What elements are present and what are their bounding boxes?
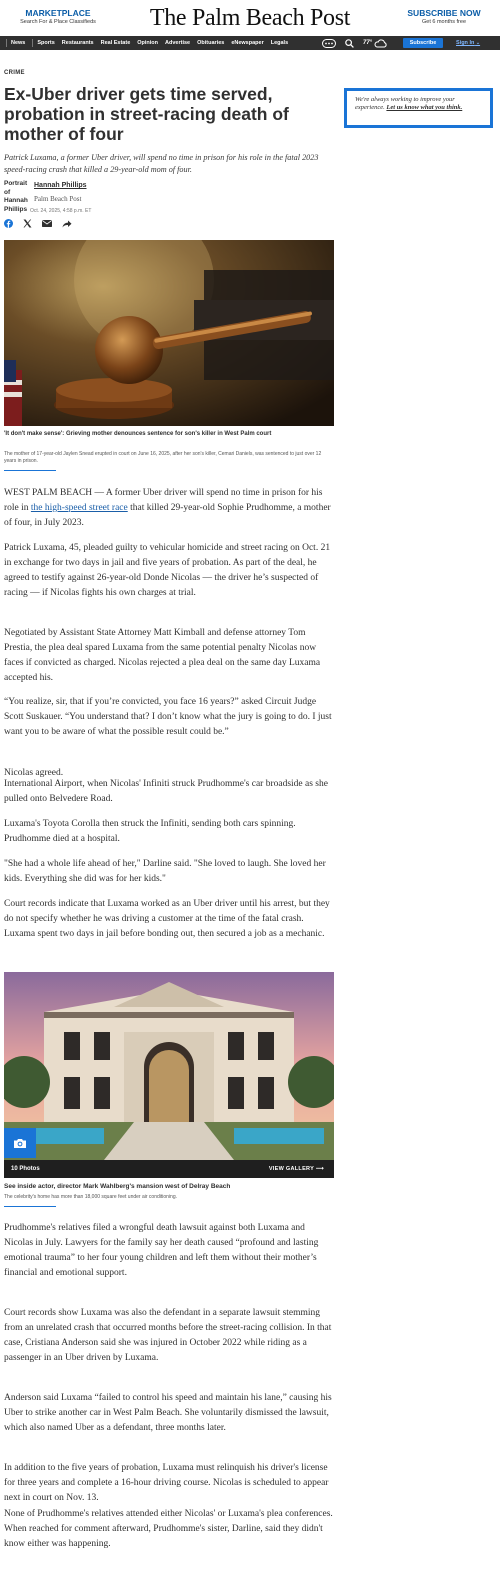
article-paragraph: "She had a whole life ahead of her," Darline said. "She loved to laugh. She loved her kids. Everything she did was for her kids." (4, 859, 326, 884)
paragraph-text: that killed 29-year-old Sophie Prudhomme, a mother of four, in July 2023. (4, 503, 331, 528)
article-paragraph: Prudhomme's relatives filed a wrongful death lawsuit against both Luxama and Nicolas in July. Lawyers for the family say her death caused “profound and lasting emotional trauma” to her four young children and left them without their mother’s financial and emotional support. (4, 1223, 319, 1278)
article-paragraph: Negotiated by Assistant State Attorney Matt Kimball and defense attorney Tom Prestia, the plea deal spared Luxama from the same potential penalty Nicolas now faces if convicted as charged. Nicolas rejected a plea deal on the same day Luxama accepted his. (4, 628, 321, 683)
view-gallery-label: VIEW GALLERY (268, 1166, 314, 1172)
gavel-image (4, 240, 334, 426)
article-paragraph: International Airport, when Nicolas' Infiniti struck Prudhomme's car broadside as she pulled onto Belvedere Road. (4, 779, 328, 804)
caption-divider (4, 470, 56, 471)
marketplace-subtitle: Search For & Place Classifieds (20, 18, 96, 25)
photo-gallery[interactable] (4, 972, 334, 1178)
author-photo-alt: Portrait of Hannah Phillips (4, 180, 28, 213)
paragraph-text: WEST PALM BEACH — A former Uber driver will spend no time in prison for his role in (4, 488, 323, 513)
article-paragraph: Luxama's Toyota Corolla then struck the Infiniti, sending both cars spinning. Prudhomme died at a hospital. (4, 819, 296, 844)
main-navigation (0, 36, 500, 50)
gallery-description: The celebrity's home has more than 18,000 square feet under air conditioning. (4, 1194, 178, 1200)
article-deck: Patrick Luxama, a former Uber driver, will spend no time in prison for his role in the fatal 2023 speed-racing crash that killed a 29-year-old mom of four. (4, 153, 319, 174)
related-video-title[interactable]: 'It don't make sense': Grieving mother denounces sentence for son's killer in West Palm court (4, 431, 272, 437)
article-paragraph: “You realize, sir, that if you’re convicted, you face 16 years?” asked Circuit Judge Scott Suskauer. “You understand that? I don’t know what the jury is going to do. I just want you to be aware of what the possible result could be.” (4, 697, 332, 737)
article-paragraph: Nicolas agreed. (4, 768, 64, 778)
gallery-bar (4, 1160, 334, 1178)
sign-in-link[interactable] (456, 36, 480, 50)
view-gallery-button[interactable] (269, 1160, 324, 1178)
chevron-down-icon: ⌄ (475, 40, 481, 46)
author-publication: Palm Beach Post (34, 195, 82, 203)
feedback-text (355, 96, 482, 112)
x-twitter-icon[interactable] (23, 219, 32, 228)
weather-temperature: 77° (363, 40, 373, 46)
article-category: CRIME (4, 70, 25, 76)
article-paragraph: Patrick Luxama, 45, pleaded guilty to vehicular homicide and street racing on Oct. 21 in exchange for two days in jail and five years of probation. As part of the deal, he agreed to testify against 26-year-old Donde Nicolas — the driver he’s suspected of racing — if Nicolas fights his own charges at trial. (4, 543, 331, 598)
article-paragraph: Court records show Luxama was also the defendant in a separate lawsuit stemming from an unrelated crash that occurred months before the street-racing collision. In that case, Cristiana Anderson said she was injured in October 2022 while riding as a passenger in an Uber driven by Luxama. (4, 1308, 332, 1363)
nav-item-enewspaper[interactable]: eNewspaper (231, 40, 264, 46)
feedback-box (344, 88, 493, 128)
nav-item-advertise[interactable]: Advertise (165, 40, 191, 46)
article-paragraph: None of Prudhomme's relatives attended either Nicolas' or Luxama's plea conferences. When reached for comment afterward, Prudhomme's sister, Darline, said they didn't know either was happening. (4, 1509, 333, 1549)
subscribe-now-subtitle: Get 6 months free (421, 18, 467, 25)
mansion-image (4, 972, 334, 1160)
facebook-icon[interactable] (4, 219, 13, 228)
email-icon[interactable] (42, 220, 52, 227)
article-headline: Ex-Uber driver gets time served, probation in street-racing death of mother of four (4, 84, 289, 144)
nav-item-news[interactable]: News (11, 40, 26, 46)
nav-item-sports[interactable]: Sports (37, 40, 55, 46)
marketplace-link[interactable] (14, 9, 102, 25)
street-race-link[interactable]: the high-speed street race (30, 503, 128, 513)
nav-item-obituaries[interactable]: Obituaries (197, 40, 225, 46)
related-video-description: The mother of 17-year-old Jaylen Snead erupted in court on June 16, 2025, after her son's killer, Cemari Daniels, was sentenced to just over 12 years in prison. (4, 451, 322, 464)
gallery-title[interactable]: See inside actor, director Mark Wahlberg's mansion west of Delray Beach (4, 1183, 231, 1190)
nav-item-legals[interactable]: Legals (270, 40, 289, 46)
more-icon[interactable] (322, 39, 336, 48)
camera-icon (4, 1128, 36, 1158)
article-paragraph: Anderson said Luxama “failed to control his speed and maintain his lane,” causing his Uber to strike another car in West Palm Beach. She voluntarily dismissed the lawsuit, which also named Uber as a defendant, three months later. (4, 1393, 332, 1433)
nav-divider (32, 39, 33, 47)
feedback-link[interactable]: Let us know what you think. (386, 104, 463, 111)
article-paragraph (4, 486, 334, 531)
author-name[interactable]: Hannah Phillips (34, 182, 87, 189)
publish-timestamp: Oct. 24, 2025, 4:58 p.m. ET (30, 208, 92, 214)
nav-item-real-estate[interactable]: Real Estate (100, 40, 131, 46)
share-bar (4, 219, 72, 228)
cloud-icon (374, 39, 387, 48)
sign-in-label: Sign In (456, 40, 475, 46)
arrow-right-icon: ⟶ (315, 1166, 324, 1172)
share-icon[interactable] (62, 220, 72, 228)
nav-divider (6, 39, 7, 47)
nav-item-opinion[interactable]: Opinion (137, 40, 159, 46)
masthead (0, 0, 500, 36)
subscribe-now-title: SUBSCRIBE NOW (407, 8, 481, 18)
nav-item-restaurants[interactable]: Restaurants (61, 40, 94, 46)
search-icon[interactable] (345, 39, 354, 48)
feedback-message: We're always working to improve your experience. (355, 96, 455, 111)
site-logo[interactable]: The Palm Beach Post (149, 5, 351, 31)
weather-widget[interactable] (363, 39, 387, 48)
marketplace-title: MARKETPLACE (25, 8, 91, 18)
article-paragraph: Court records indicate that Luxama worked as an Uber driver until his arrest, but they do not specify whether he was driving a customer at the time of the fatal crash. Luxama spent two days in jail before bonding out, then secured a job as a mechanic. (4, 899, 330, 939)
article-paragraph: In addition to the five years of probation, Luxama must relinquish his driver's license for three years and complete a 16-hour driving course. Nicolas is scheduled to appear next in court on Nov. 13. (4, 1463, 329, 1503)
gallery-photo-count: 10 Photos (11, 1166, 40, 1172)
subscribe-now-link[interactable] (402, 9, 486, 25)
subscribe-button[interactable]: Subscribe (403, 38, 443, 48)
related-video-thumbnail[interactable] (4, 240, 334, 426)
caption-divider (4, 1206, 56, 1207)
